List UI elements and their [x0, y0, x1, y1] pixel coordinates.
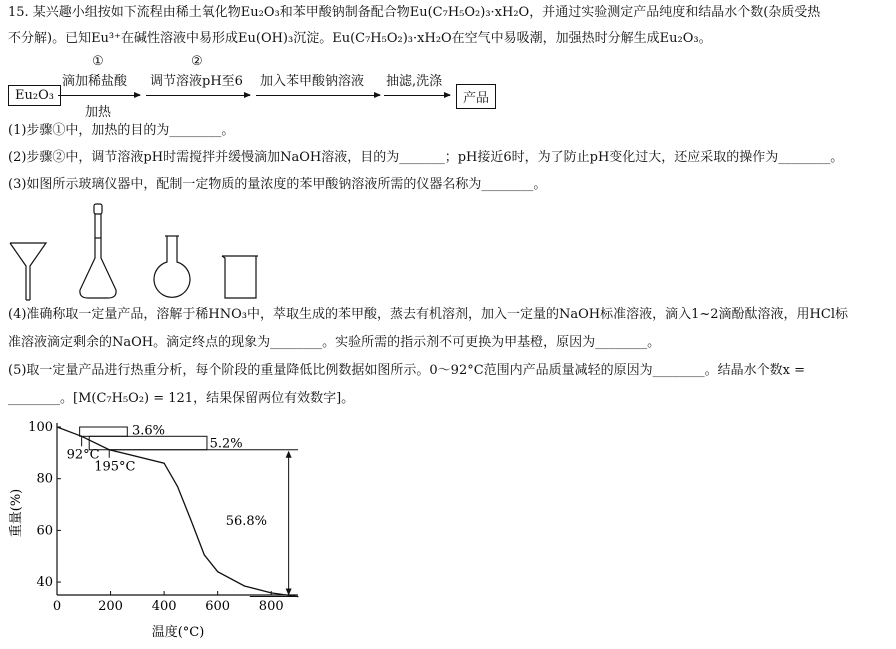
- annotation-56-8: 56.8%: [225, 514, 268, 530]
- chart-annotations: [67, 423, 298, 596]
- data-point: [190, 519, 191, 520]
- funnel-icon: [10, 243, 46, 300]
- flow-step4-label: 抽滤,洗涤: [386, 74, 443, 89]
- flow-step2-number: ②: [191, 54, 203, 69]
- flow-arrow-2: [146, 95, 250, 96]
- part-4-line-1: (4)准确称取一定量产品，溶解于稀HNO₃中，萃取生成的苯甲酸，蒸去有机溶剂，加入一定量的NaOH标准溶液，滴入1~2滴酚酞溶液，用HCl标: [8, 307, 848, 322]
- data-point: [244, 585, 245, 586]
- flow-arrow-1: [58, 95, 140, 96]
- part-3: (3)如图所示玻璃仪器中，配制一定物质的量浓度的苯甲酸钠溶液所需的仪器名称为________。: [8, 177, 547, 192]
- data-point: [204, 554, 205, 555]
- flow-arrow-4: [384, 95, 450, 96]
- data-point: [217, 571, 218, 572]
- volumetric-flask-icon: [80, 204, 116, 298]
- flow-step1-number: ①: [92, 54, 104, 69]
- annotation-5-2: 5.2%: [209, 436, 243, 452]
- data-point: [177, 486, 178, 487]
- part-4-line-2: 准溶液滴定剩余的NaOH。滴定终点的现象为________。实验所需的指示剂不可更换为甲基橙，原因为________。: [8, 335, 661, 350]
- part-5-line-1: (5)取一定量产品进行热重分析，每个阶段的重量降低比例数据如图所示。0～92°C范围内产品质量减轻的原因为________。结晶水个数x =: [8, 363, 806, 378]
- annotation-92c: 92°C: [66, 447, 100, 463]
- y-tick-label: 80: [36, 471, 53, 487]
- part-2: (2)步骤②中，调节溶液pH时需搅拌并缓慢滴加NaOH溶液，目的为_______；pH接近6时，为了防止pH变化过大，还应采取的操作为________。: [8, 150, 844, 165]
- x-tick-label: 400: [151, 599, 177, 614]
- stem-line-1: 15. 某兴趣小组按如下流程由稀土氧化物Eu₂O₃和苯甲酸钠制备配合物Eu(C₇H₅O₂)₃·xH₂O，并通过实验测定产品纯度和结晶水个数(杂质受热: [8, 5, 821, 20]
- thermogravimetric-chart: [0, 415, 320, 647]
- beaker-icon: [222, 256, 258, 298]
- flow-diagram: [0, 0, 896, 130]
- flow-step3-label: 加入苯甲酸钠溶液: [260, 74, 365, 89]
- flow-arrow-3: [256, 95, 380, 96]
- round-bottom-flask-icon: [154, 236, 190, 297]
- glassware-figure: [0, 198, 300, 304]
- x-tick-label: 800: [258, 599, 284, 614]
- x-tick-label: 200: [98, 599, 123, 614]
- annotation-3-6: 3.6%: [131, 423, 166, 439]
- flow-step2-label: 调节溶液pH至6: [150, 74, 243, 89]
- flow-step1-label: 滴加稀盐酸: [62, 74, 128, 89]
- bracket-5-2: [89, 436, 207, 449]
- x-axis-label: 温度(°C): [151, 625, 205, 640]
- part-5-line-2: ________。[M(C₇H₅O₂) = 121，结果保留两位有效数字]。: [8, 391, 355, 406]
- bracket-3-6: [80, 427, 128, 436]
- data-point: [271, 592, 272, 593]
- annotation-195c: 195°C: [94, 459, 136, 475]
- flow-step1-sublabel: 加热: [85, 105, 112, 120]
- y-tick-label: 40: [36, 575, 53, 591]
- y-tick-label: 60: [36, 523, 53, 539]
- x-tick-label: 0: [52, 599, 62, 614]
- flow-start-box: Eu₂O₃: [8, 85, 61, 106]
- x-tick-label: 600: [205, 599, 231, 614]
- data-point: [56, 426, 57, 427]
- y-tick-label: 100: [28, 420, 53, 435]
- data-point: [164, 463, 165, 464]
- y-axis-label: 重量(%): [9, 488, 24, 538]
- part-1: (1)步骤①中，加热的目的为________。: [8, 123, 235, 138]
- stem-line-2: 不分解)。已知Eu³⁺在碱性溶液中易形成Eu(OH)₃沉淀。Eu(C₇H₅O₂)₃·xH₂O在空气中易吸潮，加强热时分解生成Eu₂O₃。: [8, 31, 712, 46]
- arrow-head-up: [286, 451, 292, 458]
- flow-end-box: 产品: [456, 84, 496, 109]
